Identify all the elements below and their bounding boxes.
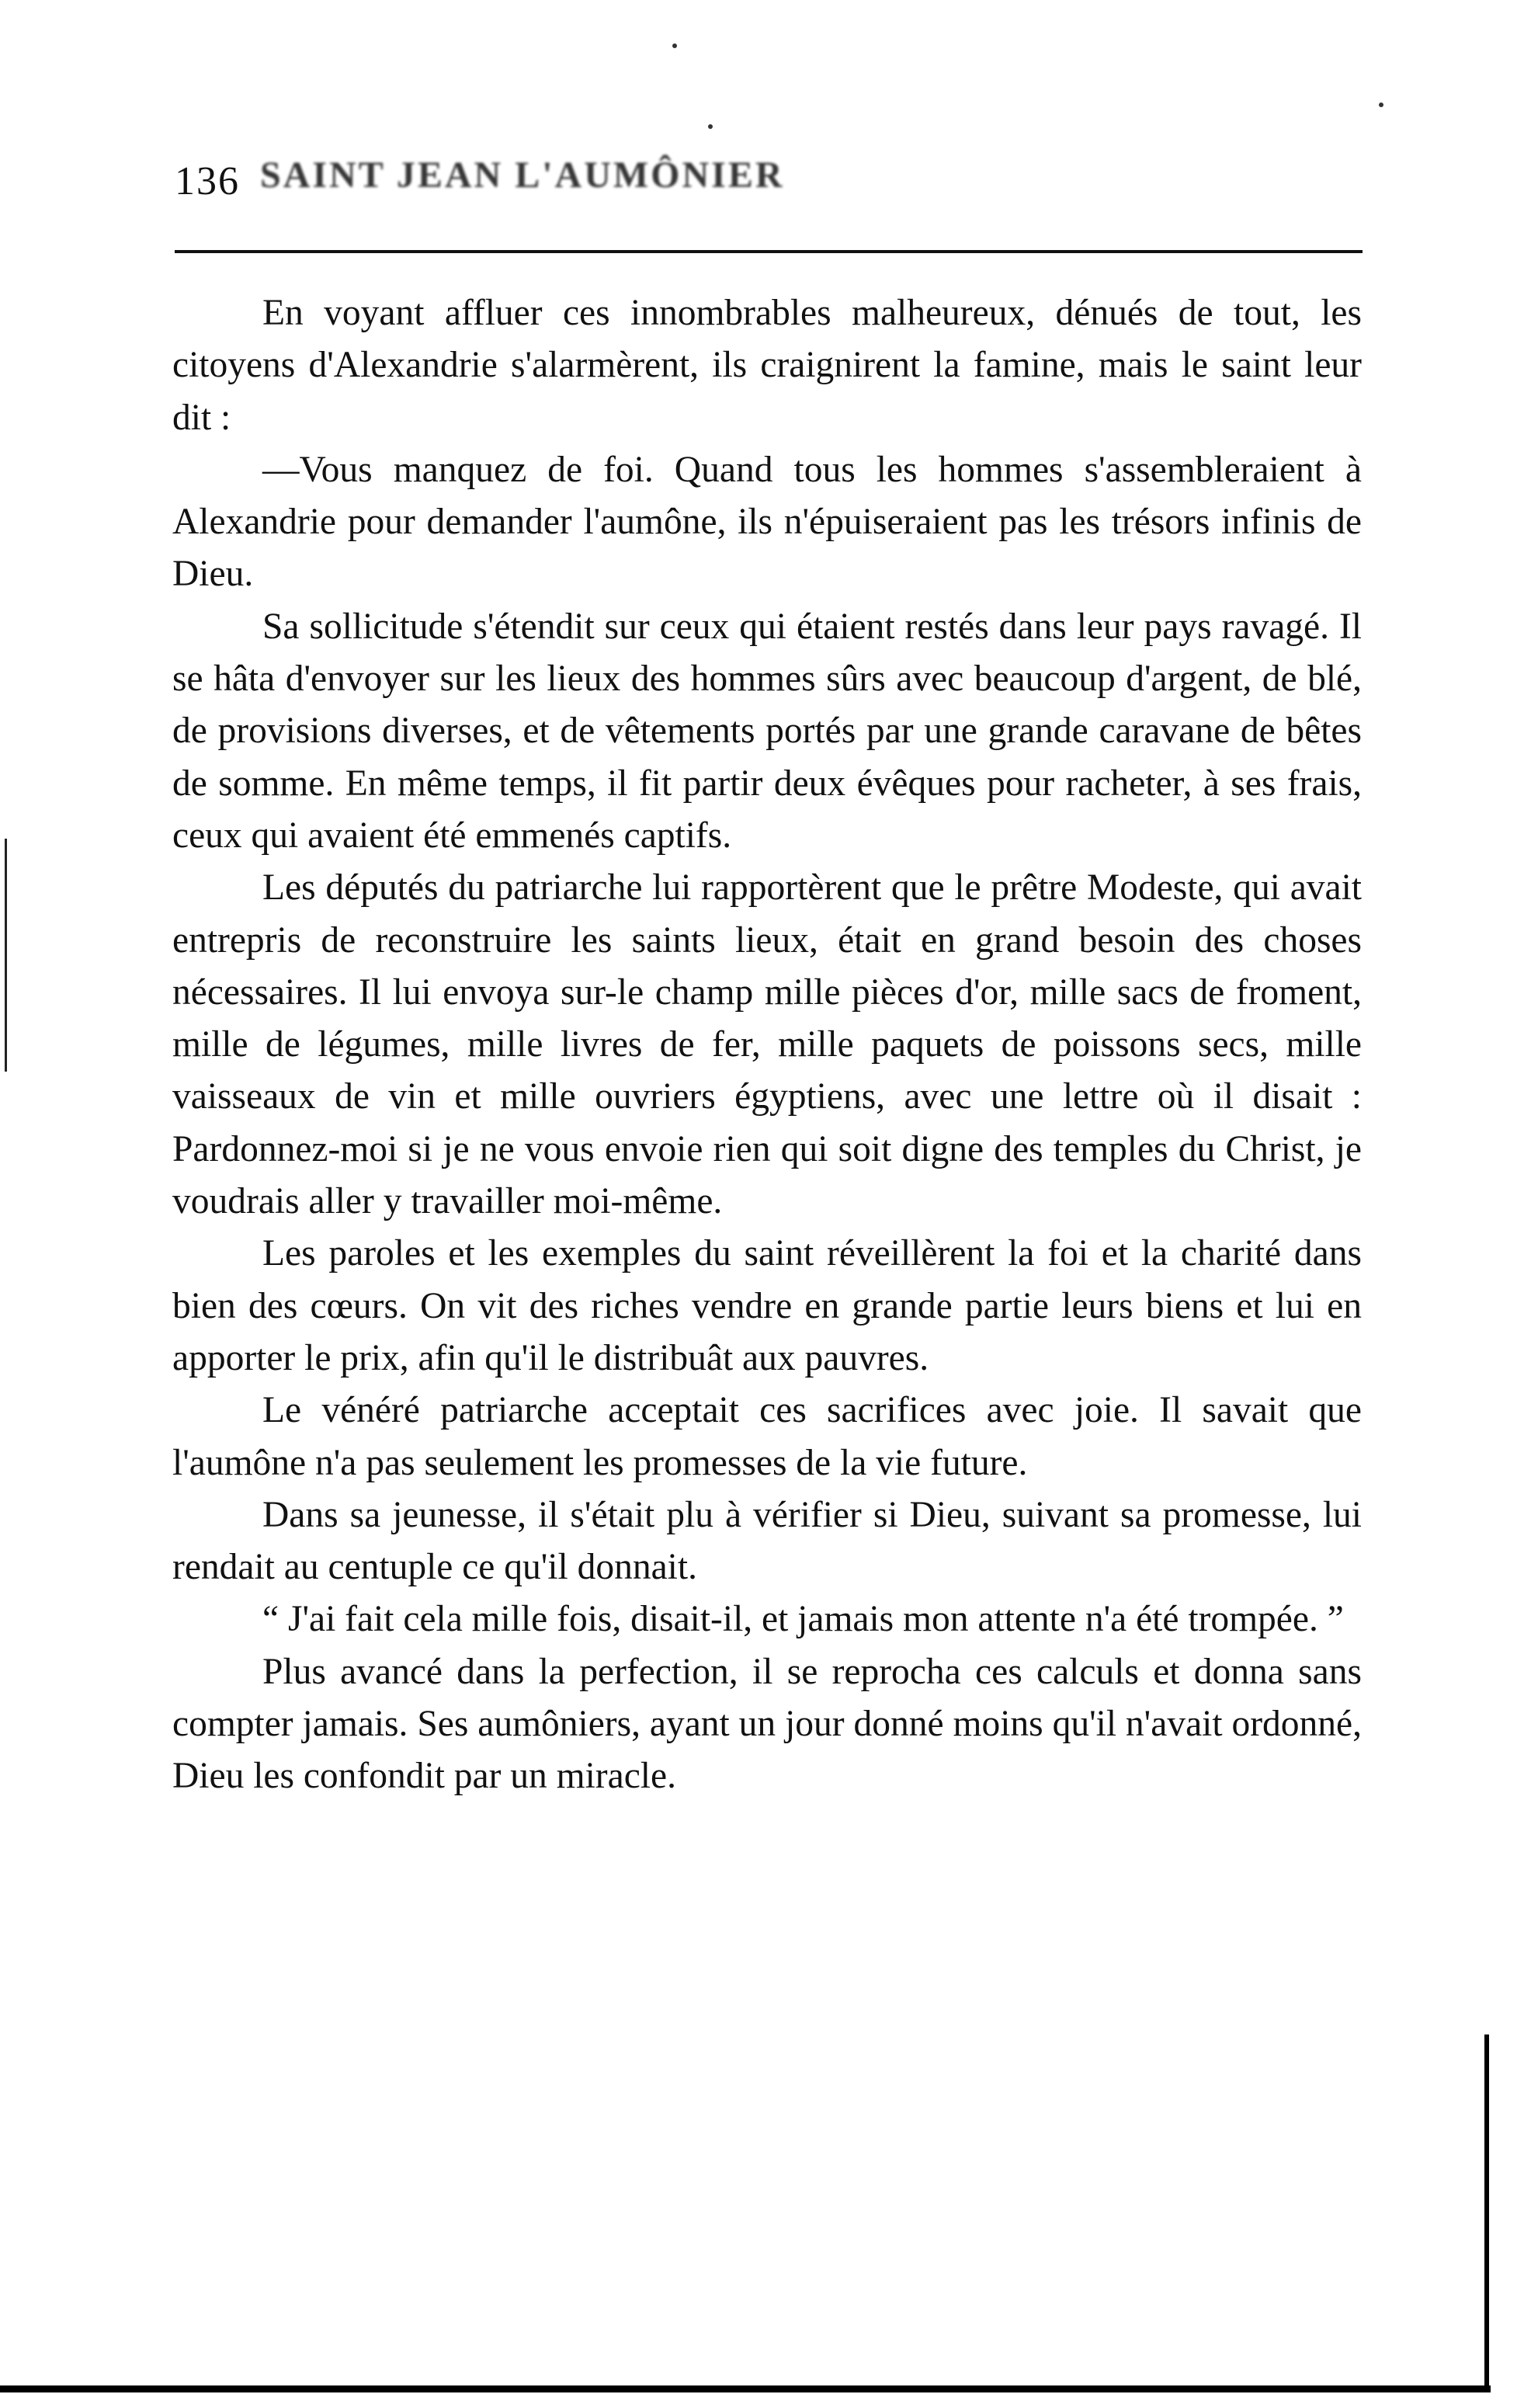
paragraph: Les paroles et les exemples du saint réveillèrent la foi et la charité dans bien des cœurs. On vit des riches vendre en grande partie leurs biens et lui en apporter le prix, afin qu'il le distribuât aux pauvres.: [172, 1233, 1362, 1378]
paragraph: Le vénéré patriarche acceptait ces sacrifices avec joie. Il savait que l'aumône n'a pas seulement les promesses de la vie future.: [172, 1390, 1362, 1483]
paragraph: Sa sollicitude s'étendit sur ceux qui étaient restés dans leur pays ravagé. Il se hâta d'envoyer sur les lieux des hommes sûrs avec beaucoup d'argent, de blé, de provisions diverses, et de vêtements portés par une grande caravane de bêtes de somme. En même temps, il fit partir deux évêques pour racheter, à ses frais, ceux qui avaient été emmenés captifs.: [172, 606, 1362, 856]
paragraph: Les députés du patriarche lui rapportèrent que le prêtre Modeste, qui avait entrepris de reconstruire les saints lieux, était en grand besoin des choses nécessaires. Il lui envoya sur-le champ mille pièces d'or, mille sacs de froment, mille de légumes, mille livres de fer, mille paquets de poissons secs, mille vaisseaux de vin et mille ouvriers égyptiens, avec une lettre où il disait : Pardonnez-moi si je ne vous envoie rien qui soit digne des temples du Christ, je voudrais aller y travailler moi-même.: [172, 867, 1362, 1222]
page-header: [175, 152, 1363, 207]
scan-edge-right: [1484, 2034, 1489, 2392]
paragraph: En voyant affluer ces innombrables malheureux, dénués de tout, les citoyens d'Alexandrie s'alarmèrent, ils craignirent la famine, mais le saint leur dit :: [172, 293, 1362, 438]
scan-speck: [708, 124, 713, 129]
paragraph: Dans sa jeunesse, il s'était plu à vérifier si Dieu, suivant sa promesse, lui rendait au centuple ce qu'il donnait.: [172, 1494, 1362, 1588]
scan-speck: [672, 43, 677, 48]
paragraph: Plus avancé dans la perfection, il se reprocha ces calculs et donna sans compter jamais. Ses aumôniers, ayant un jour donné moins qu'il n'avait ordonné, Dieu les confondit par un miracle.: [172, 1651, 1362, 1797]
paragraph: —Vous manquez de foi. Quand tous les hommes s'assembleraient à Alexandrie pour demander l'aumône, ils n'épuiseraient pas les trésors infinis de Dieu.: [172, 449, 1362, 595]
scan-edge-bottom: [0, 2385, 1491, 2392]
paragraph: “ J'ai fait cela mille fois, disait-il, et jamais mon attente n'a été trompée. ”: [262, 1599, 1344, 1640]
scan-edge-left: [5, 839, 7, 1072]
running-head: SAINT JEAN L'AUMÔNIER: [260, 155, 785, 196]
page-number: 136: [175, 159, 240, 203]
header-rule: [175, 250, 1363, 253]
scan-speck: [1379, 103, 1383, 107]
body-text: [172, 287, 1362, 1803]
